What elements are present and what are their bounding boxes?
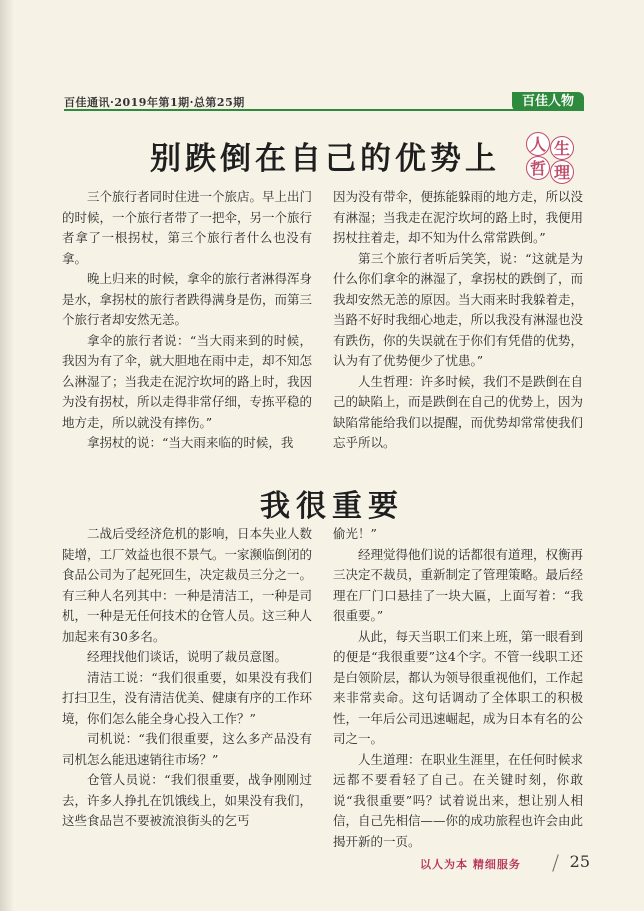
life-philosophy-badge	[526, 132, 576, 182]
column-tag: 百佳人物	[512, 92, 584, 111]
issue-info: 百佳通讯·2019年第1期·总第25期	[64, 96, 245, 109]
badge-char: 人	[526, 132, 550, 156]
article2-left-column	[62, 524, 312, 832]
paragraph: 人生道理：在职业生涯里，在任何时候求远都不要看轻了自己。在关键时刻，你敢说“我很重要”吗？试着说出来，想让别人相信，自己先相信——你的成功旅程也许会由此揭开新的一页。	[333, 751, 584, 849]
page-header	[64, 92, 584, 114]
page-number-divider	[552, 854, 559, 871]
paragraph: 晚上归来的时候，拿伞的旅行者淋得浑身是水，拿拐杖的旅行者跌得满身是伤，而第三个旅行者却安然无恙。	[62, 271, 313, 327]
article2-right-column	[333, 524, 583, 852]
paragraph: 第三个旅行者听后笑笑，说：“这就是为什么你们拿伞的淋湿了，拿拐杖的跌倒了，而我却安然无恙的原因。当大雨来时我躲着走，当路不好时我细心地走，所以我没有淋湿也没有跌伤，你的失误就在于你们有凭借的优势，认为有了优势便少了忧患。”	[333, 250, 584, 368]
badge-char: 生	[550, 136, 574, 160]
paragraph-continuation: 偷光！”	[333, 526, 377, 541]
footer-slogan: 以人为本 精细服务	[420, 858, 521, 871]
badge-char: 理	[550, 160, 574, 184]
article1-right-column	[333, 187, 583, 454]
article1-title: 别跌倒在自己的优势上	[150, 141, 500, 177]
paragraph: 仓管人员说：“我们很重要，战争刚刚过去，许多人挣扎在饥饿线上，如果没有我们，这些食品岂不要被流浪街头的乞丐	[62, 772, 313, 828]
paragraph: 拿拐杖的说：“当大雨来临的时候，我	[87, 435, 294, 450]
header-rule	[64, 109, 519, 111]
paragraph: 人生哲理：许多时候，我们不是跌倒在自己的缺陷上，而是跌倒在自己的优势上，因为缺陷常能给我们以提醒，而优势却常常使我们忘乎所以。	[333, 373, 584, 450]
page-footer	[420, 852, 590, 874]
paragraph-continuation: 因为没有带伞，便拣能躲雨的地方走，所以没有淋湿；当我走在泥泞坎坷的路上时，我便用拐杖拄着走，却不知为什么常常跌倒。”	[333, 189, 584, 245]
badge-char: 哲	[526, 156, 550, 180]
paragraph: 经理找他们谈话，说明了裁员意图。	[87, 649, 288, 664]
paragraph: 三个旅行者同时住进一个旅店。早上出门的时候，一个旅行者带了一把伞，另一个旅行者拿了一根拐杖，第三个旅行者什么也没有拿。	[62, 189, 313, 266]
paragraph: 司机说：“我们很重要，这么多产品没有司机怎么能迅速销往市场？”	[62, 731, 312, 767]
paragraph: 从此，每天当职工们来上班，第一眼看到的便是“我很重要”这4个字。不管一线职工还是白领阶层，都认为领导很重视他们，工作起来非常卖命。这句话调动了全体职工的积极性，一年后公司迅速崛起，成为日本有名的公司之一。	[333, 628, 584, 746]
paragraph: 经理觉得他们说的话都很有道理，权衡再三决定不裁员，重新制定了管理策略。最后经理在厂门口悬挂了一块大匾，上面写着：“我很重要。”	[333, 546, 584, 623]
article2-title: 我很重要	[260, 489, 404, 524]
paragraph: 二战后受经济危机的影响，日本失业人数陡增，工厂效益也很不景气。一家濒临倒闭的食品公司为了起死回生，决定裁员三分之一。有三种人名列其中：一种是清洁工，一种是司机，一种是无任何技术的仓管人员。这三种人加起来有30多名。	[62, 526, 313, 644]
paragraph: 清洁工说：“我们很重要，如果没有我们打扫卫生，没有清洁优美、健康有序的工作环境，你们怎么能全身心投入工作？”	[62, 669, 313, 726]
paragraph: 拿伞的旅行者说：“当大雨来到的时候，我因为有了伞，就大胆地在雨中走，却不知怎么淋湿了；当我走在泥泞坎坷的路上时，我因为没有拐杖，所以走得非常仔细，专拣平稳的地方走，所以就没有摔伤。”	[62, 332, 313, 430]
page-edge-shadow	[0, 0, 14, 911]
page-number: 25	[569, 852, 590, 871]
article1-left-column	[62, 187, 312, 454]
